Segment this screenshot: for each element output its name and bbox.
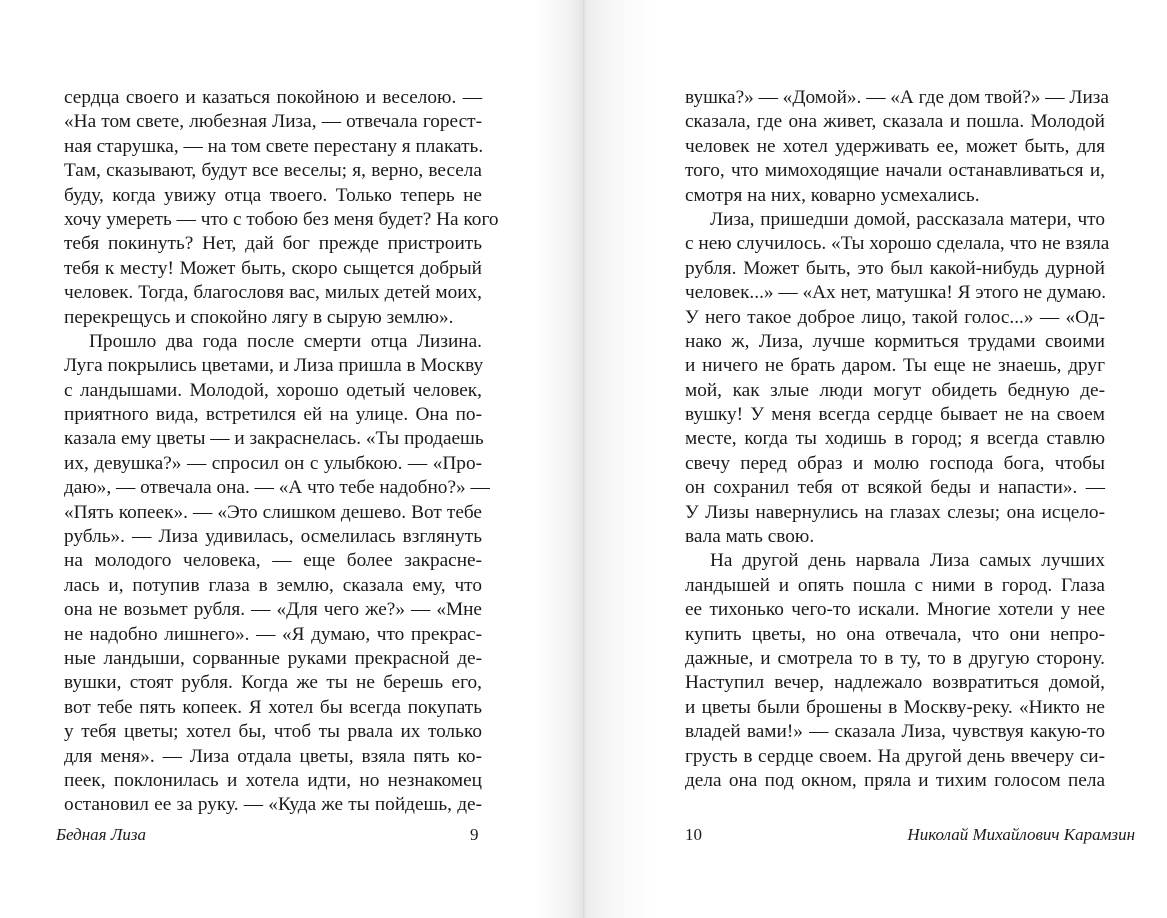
footer-author: Николай Михайлович Карамзин — [907, 825, 1135, 844]
text-line: Наступил вечер, надлежало возвратиться домой, — [685, 672, 1105, 694]
text-line: владей вами!» — сказала Лиза, чувствуя какую-то — [685, 721, 1105, 743]
text-line: человек...» — «Ах нет, матушка! Я этого не думаю. — [685, 282, 1107, 304]
text-line: приятного вида, встретился ей на улице. Она по- — [64, 404, 482, 426]
text-line: вала мать свою. — [685, 526, 815, 548]
text-line: У Лизы навернулись на глазах слезы; она исцело- — [685, 501, 1105, 523]
text-line: перекрещусь и спокойно лягу в сырую землю». — [64, 306, 454, 328]
page-number-right: 10 — [685, 825, 702, 844]
text-line: хочу умереть — что с тобою без меня будет? На кого — [64, 208, 499, 230]
left-page-text — [64, 86, 499, 818]
right-page — [583, 0, 1167, 918]
text-line: дажные, и смотрела то в ту, то в другую сторону. — [685, 647, 1105, 669]
text-line: Там, сказывают, будут все веселы; я, верно, весела — [64, 160, 482, 182]
text-line: лась и, потупив глаза в землю, сказала ему, что — [64, 574, 482, 596]
text-line: Луга покрылись цветами, и Лиза пришла в Москву — [64, 355, 484, 377]
text-line: купить цветы, но она отвечала, что они непро- — [685, 623, 1105, 645]
text-line: «На том свете, любезная Лиза, — отвечала горест- — [64, 111, 482, 133]
text-line: смотря на них, коварно усмехались. — [685, 184, 980, 206]
right-page-text — [685, 86, 1110, 793]
text-line: мой, как злые люди могут обидеть бедную де- — [685, 379, 1105, 401]
text-line: казала ему цветы — и закраснелась. «Ты продаешь — [64, 428, 484, 450]
footer-book-title: Бедная Лиза — [56, 825, 146, 844]
text-line: и ничего не брать даром. Ты еще не знаешь, друг — [685, 355, 1105, 377]
text-line: человек не хотел удерживать ее, может быть, для — [685, 135, 1105, 157]
text-line: «Пять копеек». — «Это слишком дешево. Вот тебе — [64, 501, 482, 523]
text-line: вот тебе пять копеек. Я хотел бы всегда покупать — [64, 696, 482, 718]
text-line: нако ж, Лиза, лучше кормиться трудами своими — [685, 330, 1105, 352]
text-line: рубля. Может быть, это был какой-нибудь дурной — [685, 257, 1105, 279]
page-number-left: 9 — [470, 825, 479, 844]
text-line: вушку! У меня всегда сердце бывает не на своем — [685, 404, 1105, 426]
left-page — [0, 0, 583, 918]
text-line: их, девушка?» — спросил он с улыбкою. — «Про- — [64, 452, 482, 474]
text-line: Прошло два года после смерти отца Лизина. — [89, 330, 482, 352]
text-line: месте, когда ты ходишь в город; я всегда ставлю — [685, 428, 1105, 450]
text-line: рубль». — Лиза удивилась, осмелилась взглянуть — [64, 526, 482, 548]
text-line: у тебя цветы; хотел бы, чтоб ты рвала их только — [64, 721, 482, 743]
text-line: свечу перед образ и молю господа бога, чтобы — [685, 452, 1105, 474]
text-line: буду, когда увижу отца твоего. Только теперь не — [64, 184, 482, 206]
text-line: пеек, поклонилась и хотела идти, но незнакомец — [64, 769, 482, 791]
text-line: У него такое доброе лицо, такой голос...» — «Од- — [685, 306, 1105, 328]
text-line: вушка?» — «Домой». — «А где дом твой?» — Лиза — [685, 87, 1109, 108]
text-line: сказала, где она живет, сказала и пошла. Молодой — [685, 111, 1105, 133]
text-line: тебя покинуть? Нет, дай бог прежде пристроить — [64, 233, 482, 255]
text-line: на молодого человека, — еще более закрасне- — [64, 550, 482, 572]
text-line: даю», — отвечала она. — «А что тебе надобно?» — — [64, 477, 490, 499]
text-line: тебя к месту! Может быть, скоро сыщется добрый — [64, 257, 482, 279]
text-line: того, что мимоходящие начали останавливаться и, — [685, 160, 1105, 182]
text-line: Лиза, пришедши домой, рассказала матери, что — [710, 208, 1105, 230]
text-line: она не возьмет рубля. — «Для чего же?» — «Мне — [64, 599, 482, 621]
text-line: с ландышами. Молодой, хорошо одетый человек, — [64, 379, 482, 401]
text-line: ее тихонько чего-то искали. Многие хотели у нее — [685, 599, 1105, 621]
text-line: ные ландыши, сорванные руками прекрасной де- — [64, 647, 482, 669]
text-line: На другой день нарвала Лиза самых лучших — [710, 550, 1105, 572]
text-line: грусть в сердце своем. На другой день ввечеру си- — [685, 745, 1105, 767]
text-line: не надобно лишнего». — «Я думаю, что прекрас- — [64, 623, 482, 645]
text-line: человек. Тогда, благословя вас, милых детей моих, — [64, 282, 482, 304]
text-line: с нею случилось. «Ты хорошо сделала, что не взяла — [685, 233, 1110, 255]
text-line: ландышей и опять пошла с ними в город. Глаза — [685, 574, 1105, 596]
text-line: он сохранил тебя от всякой беды и напасти». — — [685, 477, 1105, 499]
text-line: сердца своего и казаться покойною и веселою. — — [64, 87, 482, 108]
text-line: остановил ее за руку. — «Куда же ты пойдешь, де- — [64, 794, 482, 816]
text-line: для меня». — Лиза отдала цветы, взяла пять ко- — [64, 745, 482, 767]
text-line: ная старушка, — на том свете перестану я плакать. — [64, 135, 484, 157]
text-line: и цветы были брошены в Москву-реку. «Никто не — [685, 696, 1105, 718]
text-line: вушки, стоят рубля. Когда же ты не берешь его, — [64, 672, 482, 694]
text-line: дела она под окном, пряла и тихим голосом пела — [685, 769, 1105, 791]
